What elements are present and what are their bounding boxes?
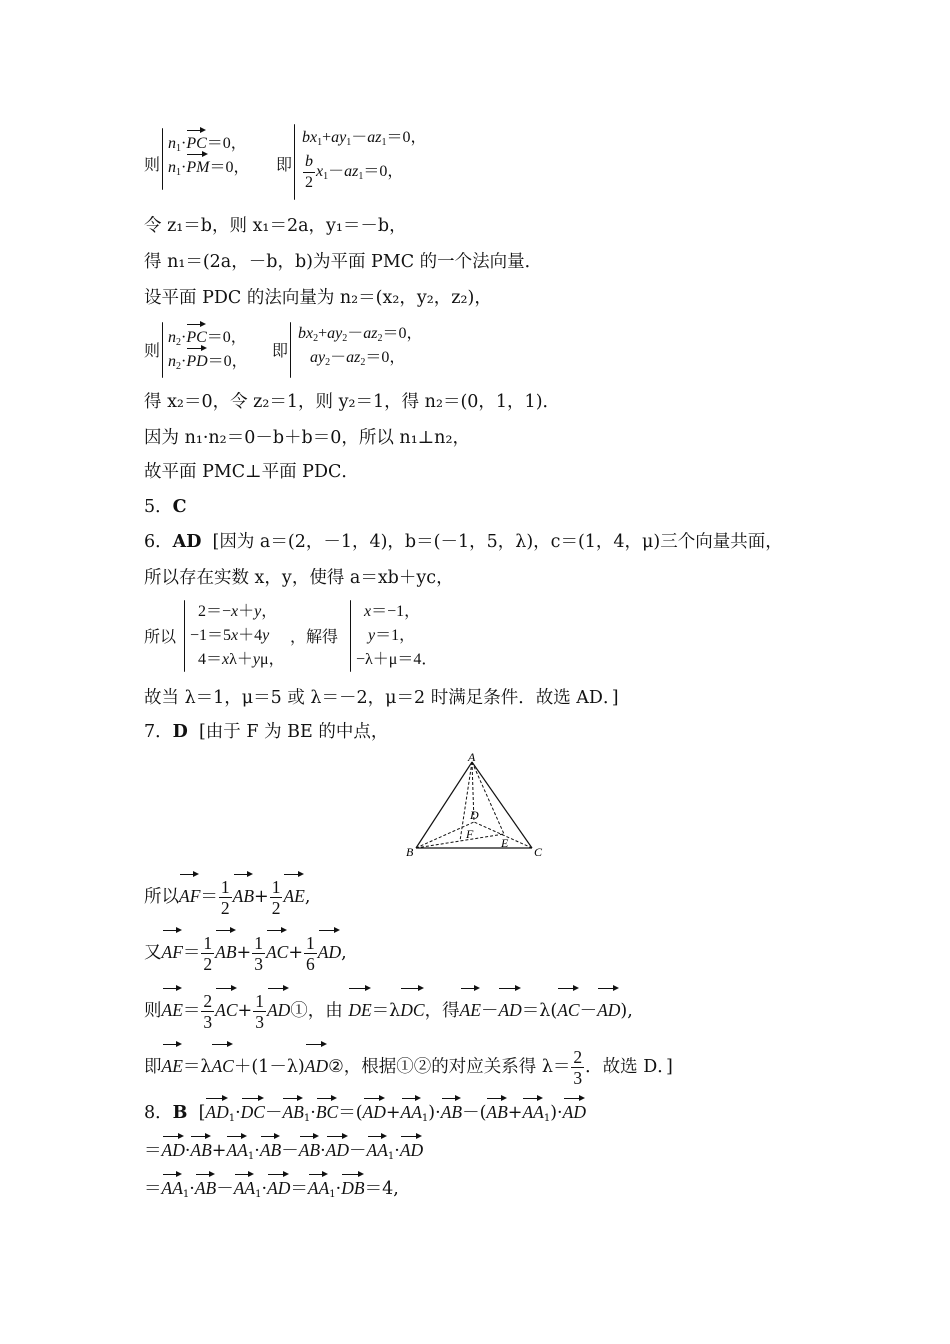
formula-ae: 则AE＝ $\frac{2}{3}$ AC+ $\frac{1}{3}$ AD①，由 DE＝λDC，得AE－AD＝λ(AC－AD), <box>144 986 633 1032</box>
formula-line: $=AA_1\cdot AB-AA_1\cdot AD=AA_1\cdot DB=4$, <box>144 1172 399 1201</box>
question-7 <box>144 720 388 744</box>
brace <box>294 124 295 200</box>
text-line: 故平面 PMC⊥平面 PDC． <box>144 462 359 482</box>
question-8: 8．B [$AD_1\cdot DC-AB_1\cdot BC=(AD+AA_1)\cdot AB-(AB+AA_1)\cdot AD$ <box>144 1096 586 1125</box>
label-ze-2: 则 <box>144 341 161 360</box>
equation-system: $bx_1+ay_1-az_1=0$， $\frac{b}{2}$ $x_1-az_1=0$， <box>302 129 427 191</box>
question-6 <box>144 530 783 554</box>
text-line: 因为 n₁·n₂＝0－b＋b＝0，所以 n₁⊥n₂， <box>144 428 470 448</box>
question-text: [由于 F 为 BE 的中点， <box>198 722 389 742</box>
answer: B <box>172 1103 188 1123</box>
question-number: 8． <box>144 1103 173 1123</box>
answer: C <box>172 497 187 517</box>
text-line: 得 x₂＝0，令 z₂＝1，则 y₂＝1，得 n₂＝(0，1，1)． <box>144 392 561 412</box>
equation-system: $n_1\cdot PC=0$， $n_1\cdot PM=0$， <box>168 128 249 176</box>
brace <box>290 322 291 378</box>
point-label-d: D <box>470 808 479 822</box>
point-label-f: F <box>466 827 474 841</box>
brace <box>162 322 163 378</box>
label-ze-1: 则 <box>144 155 161 174</box>
question-5 <box>144 495 187 519</box>
point-label-a: A <box>468 752 476 764</box>
formula-ji: 即AE＝λAC＋(1－λ)AD②，根据①②的对应关系得 λ＝ $\frac{2}{3}$ ．故选 D．] <box>144 1042 673 1088</box>
equation-system: 2＝−x＋y， −1＝5x＋4y 4＝xλ＋yμ， <box>190 603 285 668</box>
brace <box>184 600 185 672</box>
point-label-c: C <box>534 845 543 859</box>
tetrahedron-figure <box>400 752 550 862</box>
formula-af-1: 所以AF＝ $\frac{1}{2}$ AB+ $\frac{1}{2}$ AE, <box>144 872 310 918</box>
question-text: [因为 a＝(2，－1，4)，b＝(－1，5，λ)，c＝(1，4，μ)三个向量共面， <box>212 532 783 552</box>
text-line: 所以存在实数 x，y，使得 a＝xb＋yc， <box>144 568 454 588</box>
label-jiede: ，解得 <box>290 627 339 646</box>
text-line: 令 z₁＝b，则 x₁＝2a，y₁＝－b， <box>144 216 407 236</box>
formula-af-2: 又AF＝ $\frac{1}{2}$ AB+ $\frac{1}{3}$ AC+ $\frac{1}{6}$ AD, <box>144 928 347 974</box>
label-ji-2: 即 <box>272 341 289 360</box>
label-ji-1: 即 <box>276 155 293 174</box>
question-number: 5． <box>144 497 173 517</box>
formula-line: $=AD\cdot AB+AA_1\cdot AB-AB\cdot AD-AA_1\cdot AD$ <box>144 1134 423 1163</box>
text-line: 得 n₁＝(2a，－b，b)为平面 PMC 的一个法向量． <box>144 252 543 272</box>
question-number: 7． <box>144 722 173 742</box>
point-label-b: B <box>406 845 414 859</box>
question-number: 6． <box>144 532 173 552</box>
brace <box>350 600 351 672</box>
equation-system: x＝−1， y＝1， −λ＋μ＝4． <box>356 603 438 668</box>
label-suoyi: 所以 <box>144 627 177 646</box>
brace <box>162 128 163 190</box>
text-line: 故当 λ＝1，μ＝5 或 λ＝－2，μ＝2 时满足条件．故选 AD．] <box>144 688 619 708</box>
text-line: 设平面 PDC 的法向量为 n₂＝(x₂，y₂，z₂)， <box>144 288 492 308</box>
answer: AD <box>172 532 202 552</box>
point-label-e: E <box>501 836 509 850</box>
equation-system: $bx_2+ay_2-az_2=0$， $ay_2-az_2=0$， <box>298 325 423 368</box>
answer: D <box>172 722 188 742</box>
equation-system: $n_2\cdot PC=0$， $n_2\cdot PD=0$， <box>168 322 248 370</box>
